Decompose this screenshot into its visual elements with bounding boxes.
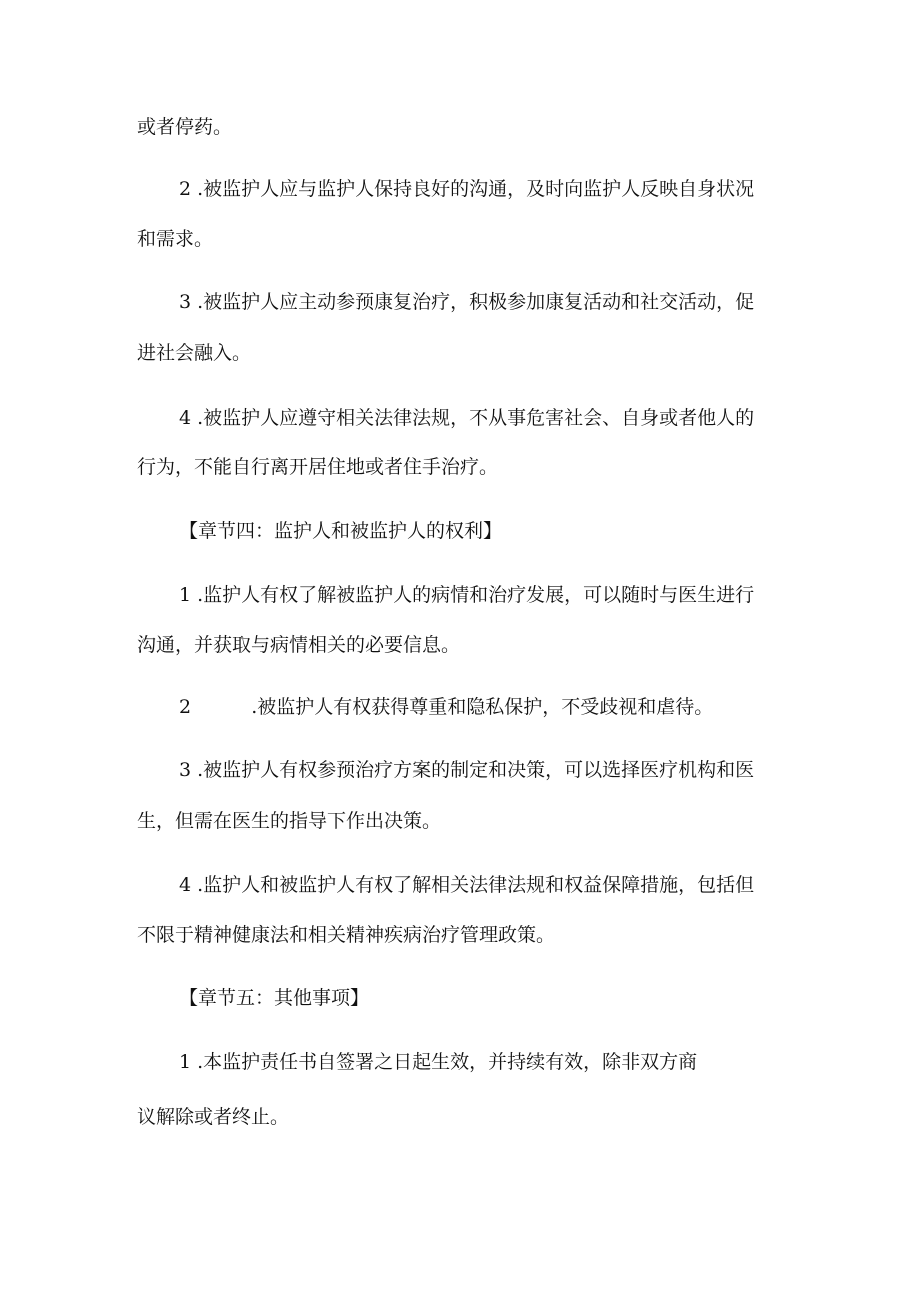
item-text-continued: 沟通，并获取与病情相关的必要信息。 — [137, 634, 461, 656]
item-number: 2 — [179, 178, 192, 200]
item-text: .被监护人应主动参预康复治疗，积极参加康复活动和社交活动，促 — [197, 291, 755, 313]
list-item-line — [179, 176, 754, 202]
list-item-line — [179, 289, 754, 315]
item-text-continued: 和需求。 — [137, 228, 214, 250]
item-text-continued: 进社会融入。 — [137, 342, 252, 364]
list-item-line — [179, 1049, 697, 1075]
list-item-line — [179, 582, 754, 608]
item-number: 3 — [179, 291, 192, 313]
item-text-continued: 行为，不能自行离开居住地或者住手治疗。 — [137, 456, 499, 478]
item-text-continued: 不限于精神健康法和相关精神疾病治疗管理政策。 — [137, 924, 556, 946]
continuation-text: 或者停药。 — [137, 116, 233, 138]
item-text: .被监护人应与监护人保持良好的沟通，及时向监护人反映自身状况 — [197, 178, 755, 200]
list-item-line — [179, 757, 754, 783]
item-text: .被监护人有权获得尊重和隐私保护，不受歧视和虐待。 — [251, 696, 714, 718]
item-number: 4 — [179, 874, 192, 896]
section-heading: 【章节五：其他事项】 — [179, 987, 370, 1009]
item-number: 4 — [179, 407, 192, 429]
list-item-line — [179, 405, 754, 431]
item-number: 3 — [179, 759, 192, 781]
list-item-line — [179, 694, 713, 720]
item-text: .监护人有权了解被监护人的病情和治疗发展，可以随时与医生进行 — [197, 584, 755, 606]
item-text: .本监护责任书自签署之日起生效，并持续有效，除非双方商 — [197, 1051, 698, 1073]
item-text: .监护人和被监护人有权了解相关法律法规和权益保障措施，包括但 — [197, 874, 755, 896]
list-item-line — [179, 872, 754, 898]
item-text: .被监护人有权参预治疗方案的制定和决策，可以选择医疗机构和医 — [197, 759, 755, 781]
item-number: 2 — [179, 696, 192, 718]
item-number: 1 — [179, 584, 192, 606]
section-heading: 【章节四：监护人和被监护人的权利】 — [179, 520, 503, 542]
item-text-continued: 生，但需在医生的指导下作出决策。 — [137, 810, 442, 832]
item-text: .被监护人应遵守相关法律法规，不从事危害社会、自身或者他人的 — [197, 407, 755, 429]
item-number: 1 — [179, 1051, 192, 1073]
item-text-continued: 议解除或者终止。 — [137, 1106, 290, 1128]
